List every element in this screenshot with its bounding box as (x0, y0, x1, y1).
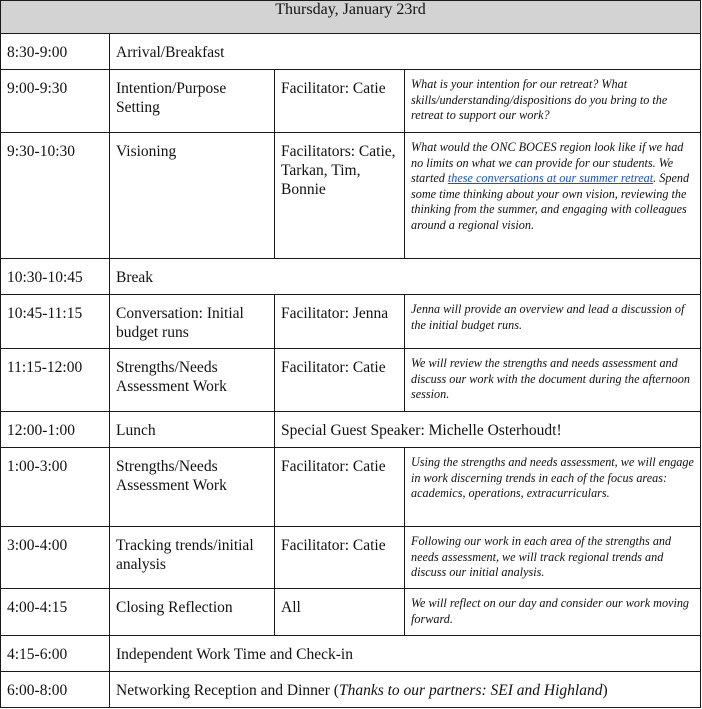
description-cell: Following our work in each area of the strengths and needs assessment, we will track regional trends and discuss our initial analysis. (405, 527, 701, 589)
activity-cell: Intention/Purpose Setting (110, 70, 275, 133)
facilitator-cell: Facilitator: Catie (275, 70, 405, 133)
time-cell: 10:45-11:15 (1, 295, 110, 349)
table-row (1, 34, 701, 70)
facilitator-cell: All (275, 589, 405, 636)
facilitator-cell: Facilitator: Catie (275, 448, 405, 527)
activity-cell: Visioning (110, 133, 275, 259)
description-cell: What is your intention for our retreat? What skills/understanding/dispositions do you bring to the retreat to support our work? (405, 70, 701, 133)
description-cell (405, 133, 701, 259)
partners-text: Thanks to our partners: SEI and Highland (338, 682, 603, 699)
table-row (1, 636, 701, 672)
facilitator-cell: Facilitator: Catie (275, 527, 405, 589)
time-cell: 11:15-12:00 (1, 349, 110, 412)
activity-cell: Strengths/Needs Assessment Work (110, 448, 275, 527)
time-cell: 4:15-6:00 (1, 636, 110, 672)
description-cell: Using the strengths and needs assessment, we will engage in work discerning trends in each of the focus areas: academics, operations, extracurriculars. (405, 448, 701, 527)
table-header-row (1, 1, 701, 34)
summer-retreat-link[interactable]: these conversations at our summer retreat (447, 171, 654, 185)
activity-cell: Closing Reflection (110, 589, 275, 636)
table-row (1, 295, 701, 349)
time-cell: 12:00-1:00 (1, 412, 110, 448)
time-cell: 3:00-4:00 (1, 527, 110, 589)
table-row (1, 259, 701, 295)
activity-cell: Break (110, 259, 701, 295)
activity-cell: Independent Work Time and Check-in (110, 636, 701, 672)
activity-text: Networking Reception and Dinner ( (116, 682, 339, 699)
time-cell: 10:30-10:45 (1, 259, 110, 295)
time-cell: 8:30-9:00 (1, 34, 110, 70)
table-row (1, 672, 701, 708)
description-text: . Spend some time thinking about your own vision, reviewing the thinking from the summer, and engaging with colleagues around a regional vision. (411, 171, 690, 232)
time-cell: 9:00-9:30 (1, 70, 110, 133)
activity-cell: Strengths/Needs Assessment Work (110, 349, 275, 412)
time-cell: 9:30-10:30 (1, 133, 110, 259)
activity-cell: Tracking trends/initial analysis (110, 527, 275, 589)
description-text: What would the ONC BOCES region look like if we had no limits on what we can provide for our students. We started (411, 140, 684, 185)
special-guest-cell: Special Guest Speaker: Michelle Osterhoudt! (275, 412, 701, 448)
activity-text: ) (602, 682, 608, 699)
table-row (1, 448, 701, 527)
activity-cell (110, 672, 701, 708)
day-title: Thursday, January 23rd (1, 1, 701, 34)
table-row (1, 527, 701, 589)
time-cell: 4:00-4:15 (1, 589, 110, 636)
description-cell: Jenna will provide an overview and lead a discussion of the initial budget runs. (405, 295, 701, 349)
activity-cell: Conversation: Initial budget runs (110, 295, 275, 349)
description-cell: We will reflect on our day and consider our work moving forward. (405, 589, 701, 636)
facilitator-cell: Facilitator: Catie (275, 349, 405, 412)
facilitator-cell: Facilitators: Catie, Tarkan, Tim, Bonnie (275, 133, 405, 259)
activity-cell: Arrival/Breakfast (110, 34, 701, 70)
time-cell: 6:00-8:00 (1, 672, 110, 708)
activity-cell: Lunch (110, 412, 275, 448)
table-row (1, 349, 701, 412)
description-cell: We will review the strengths and needs assessment and discuss our work with the document during the afternoon session. (405, 349, 701, 412)
table-row (1, 412, 701, 448)
facilitator-cell: Facilitator: Jenna (275, 295, 405, 349)
time-cell: 1:00-3:00 (1, 448, 110, 527)
table-row (1, 133, 701, 259)
table-row (1, 70, 701, 133)
table-row (1, 589, 701, 636)
